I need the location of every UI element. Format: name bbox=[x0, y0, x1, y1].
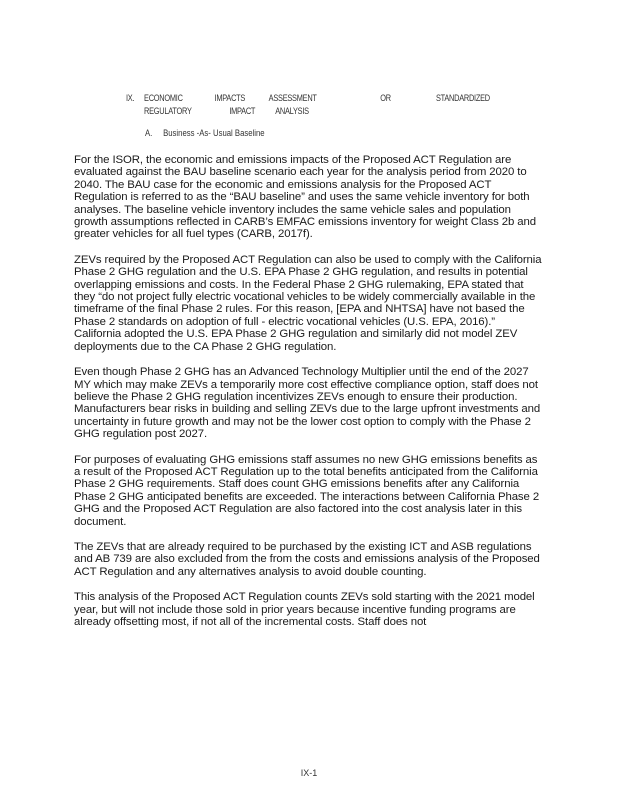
paragraph: For the ISOR, the economic and emissions impacts of the Proposed ACT Regulation are evaluated against the BAU baseline scenario each year for the analysis period from 2020 to 2040. The BAU case for the economic and emissions analysis for the Proposed ACT Regulation is referred to as the “BAU baseline” and uses the same vehicle inventory for both analyses. The baseline vehicle inventory includes the same vehicle sales and population growth assumptions reflected in CARB’s EMFAC emissions inventory for weight Class 2b and greater vehicles for all fuel types (CARB, 2017f). bbox=[74, 154, 537, 241]
subsection-letter: A. bbox=[145, 128, 153, 138]
section-title-word: ANALYSIS bbox=[275, 106, 309, 116]
section-title-word: IMPACT bbox=[229, 106, 256, 116]
subsection-heading bbox=[145, 128, 273, 138]
section-title-word: ECONOMIC bbox=[144, 93, 183, 103]
body-text bbox=[74, 154, 544, 641]
paragraph: The ZEVs that are already required to be purchased by the existing ICT and ASB regulations and AB 739 are also excluded from the from the costs and emissions analysis of the Proposed ACT Regulation and any alternatives analysis to avoid double counting. bbox=[74, 540, 540, 578]
paragraph: This analysis of the Proposed ACT Regulation counts ZEVs sold starting with the 2021 model year, but will not include those sold in prior years because incentive funding programs are already offsetting most, if not all of the incremental costs. Staff does not bbox=[74, 591, 535, 628]
section-title-word: IMPACTS bbox=[214, 93, 246, 103]
subsection-title: Business -As- Usual Baseline bbox=[163, 128, 265, 138]
section-title-word: STANDARDIZED bbox=[435, 93, 490, 103]
section-title-word: OR bbox=[380, 93, 391, 103]
section-title-word: REGULATORY bbox=[144, 106, 192, 116]
page-number: IX-1 bbox=[300, 768, 318, 778]
paragraph: For purposes of evaluating GHG emissions staff assumes no new GHG emissions benefits as a result of the Proposed ACT Regulation up to the total benefits anticipated from the California Phase 2 GHG requirements. Staff does count GHG emissions benefits after any California Phase 2 GHG anticipated benefits are exceeded. The interactions between California Phase 2 GHG and the Proposed ACT Regulation are also factored into the cost analysis later in this document. bbox=[74, 453, 540, 528]
section-number: IX. bbox=[126, 93, 135, 103]
paragraph: ZEVs required by the Proposed ACT Regulation can also be used to comply with the California Phase 2 GHG regulation and the U.S. EPA Phase 2 GHG regulation, and results in potential overlapping emissions and costs. In the Federal Phase 2 GHG rulemaking, EPA stated that they “do not project fully electric vocational vehicles to be widely commercially available in the timeframe of the final Phase 2 rules. For this reason, [EPA and NHTSA] have not based the Phase 2 standards on adoption of full - electric vocational vehicles (U.S. EPA, 2016).” California adopted the U.S. EPA Phase 2 GHG regulation and similarly did not model ZEV deployments due to the CA Phase 2 GHG regulation. bbox=[74, 253, 542, 353]
paragraph: Even though Phase 2 GHG has an Advanced Technology Multiplier until the end of the 2027 MY which may make ZEVs a temporarily more cost effective compliance option, staff does not believe the Phase 2 GHG regulation incentivizes ZEVs enough to ensure their production. Manufacturers bear risks in building and selling ZEVs due to the large upfront investments and uncertainty in future growth and may not be the lower cost option to comply with the Phase 2 GHG regulation post 2027. bbox=[74, 366, 541, 441]
section-title-word: ASSESSMENT bbox=[268, 93, 317, 103]
